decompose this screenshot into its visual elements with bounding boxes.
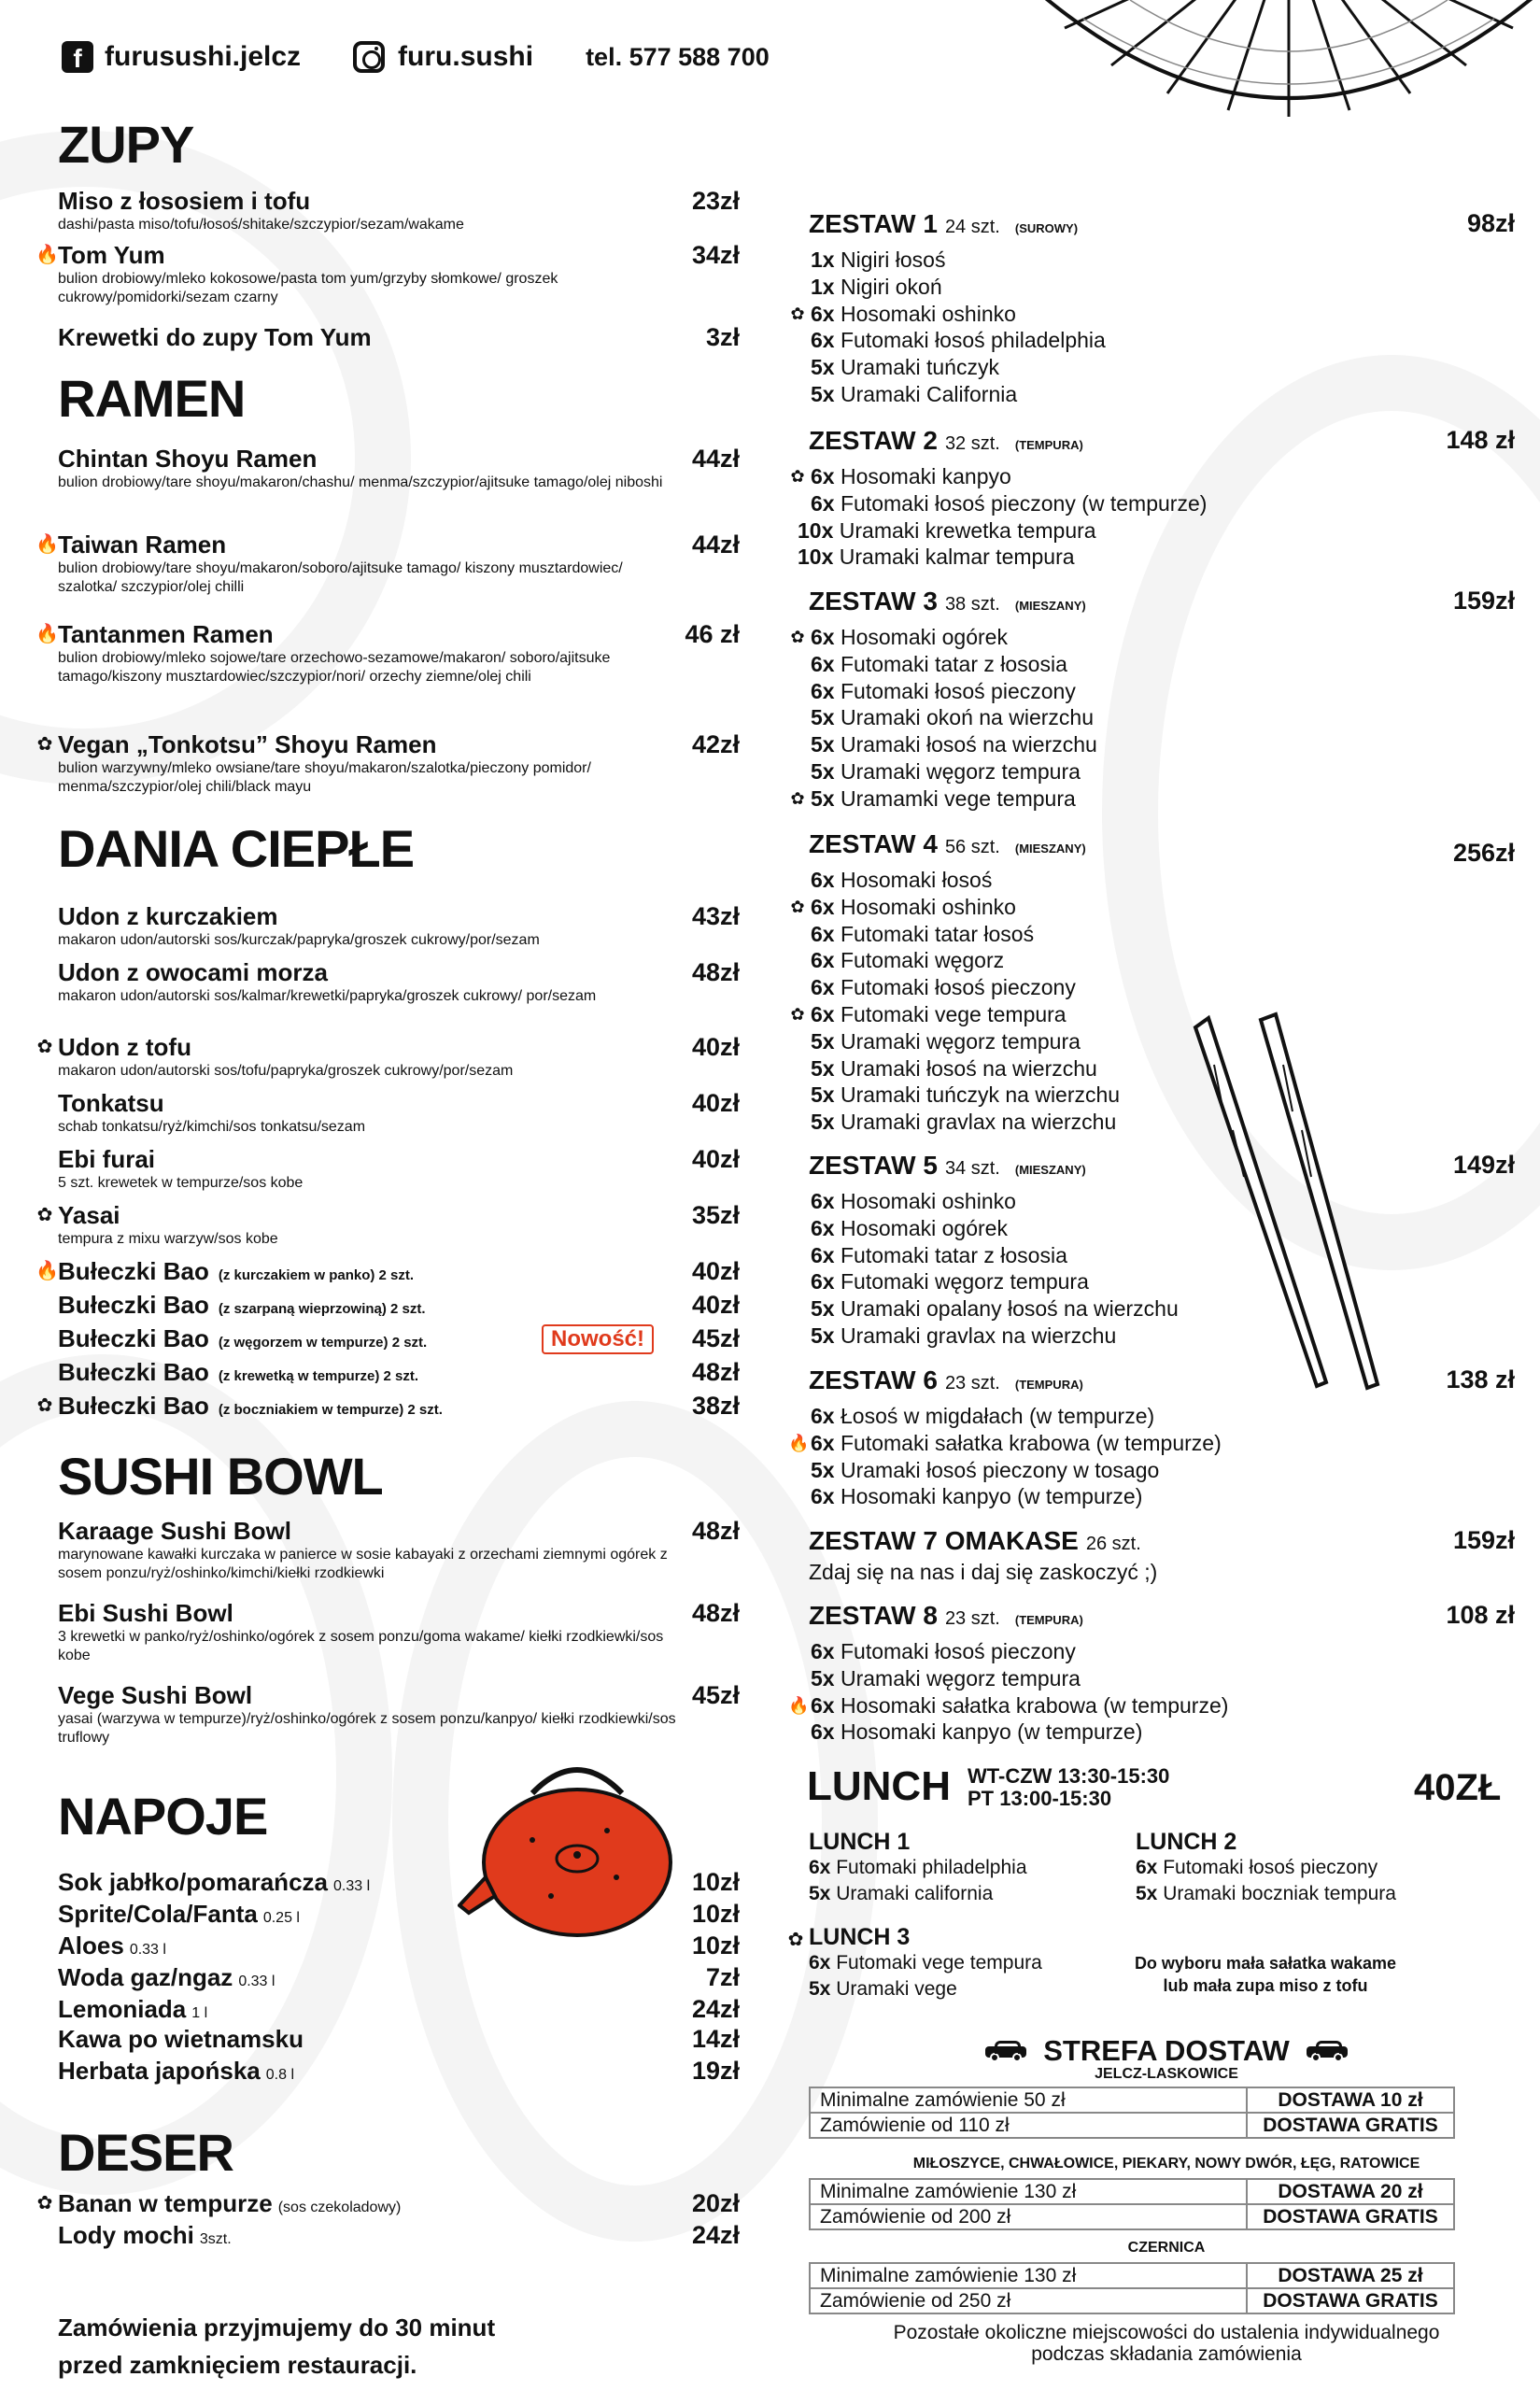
table-cell: DOSTAWA GRATIS [1247, 2204, 1454, 2229]
list-item: 10x Uramaki krewetka tempura [798, 517, 1096, 543]
item-note: (sos czekoladowy) [277, 2200, 402, 2215]
set-items [788, 1403, 1515, 1510]
facebook-link[interactable] [62, 41, 301, 73]
list-item: 6x Futomaki tatar łosoś [811, 921, 1035, 946]
set-count: 56 szt. [944, 837, 1000, 857]
list-item: 6x Futomaki tatar z łososia [811, 1242, 1067, 1267]
set-title: ZESTAW 4 [809, 829, 938, 858]
item-desc: dashi/pasta miso/tofu/łosoś/shitake/szczypior/sezam/wakame [58, 217, 464, 233]
list-item: ✿ 6x Futomaki vege tempura [809, 1001, 1515, 1028]
leaf-icon: ✿ [790, 788, 805, 808]
order-note-line: przed zamknięciem restauracji. [58, 2351, 417, 2379]
set-count: 26 szt. [1085, 1534, 1141, 1554]
item-name: Chintan Shoyu Ramen [58, 445, 318, 473]
list-item: ✿ 6x Hosomaki oshinko [809, 894, 1515, 921]
item-name: Udon z owocami morza [58, 958, 328, 986]
item-name: Bułeczki Bao [58, 1257, 209, 1285]
item-desc: bulion drobiowy/tare shoyu/makaron/soboro/ajitsuke tamago/ kiszony musztardowiec/ szalotka/ szczypior/olej chilli [58, 560, 623, 595]
list-item: ✿ 6x Hosomaki oshinko [809, 301, 1515, 328]
instagram-icon [353, 41, 385, 73]
lunch-option-title: LUNCH 2 [1136, 1829, 1237, 1855]
list-item: 5x Uramaki gravlax na wierzchu [811, 1323, 1117, 1348]
table-cell: Zamówienie od 110 zł [810, 2113, 1247, 2138]
menu-item [58, 2057, 740, 2086]
set-type: (TEMPURA) [1014, 1378, 1083, 1392]
item-volume: 0.33 l [129, 1942, 166, 1958]
table-row [810, 2204, 1454, 2229]
list-item: 5x Uramaki gravlax na wierzchu [811, 1110, 1117, 1135]
list-item: 5x Uramaki łosoś na wierzchu [811, 1055, 1097, 1081]
set-description: Zdaj się na nas i daj się zaskoczyć ;) [809, 1560, 1158, 1584]
item-name: Yasai [58, 1201, 120, 1229]
list-item: 1x Nigiri łosoś [811, 248, 946, 272]
lunch-note-line: lub mała zupa miso z tofu [1163, 1976, 1368, 1995]
set-title: ZESTAW 6 [809, 1365, 938, 1394]
parasol-illustration [1027, 0, 1540, 149]
leaf-icon: ✿ [790, 1004, 805, 1024]
list-item: 5x Uramaki california [809, 1883, 994, 1904]
lunch-1 [809, 1829, 1027, 1907]
menu-item [36, 2189, 740, 2218]
item-price: 10zł [691, 1868, 740, 1896]
menu-item [58, 1291, 740, 1320]
menu-item [58, 1599, 740, 1665]
leaf-icon: ✿ [36, 2193, 53, 2214]
delivery-footnote [809, 2322, 1524, 2365]
delivery-title-text: STREFA DOSTAW [1043, 2034, 1290, 2067]
item-price: 35zł [691, 1201, 740, 1229]
item-name: Tonkatsu [58, 1089, 164, 1117]
item-price: 40zł [691, 1291, 740, 1319]
table-row [810, 2288, 1454, 2313]
item-name: Kawa po wietnamsku [58, 2025, 304, 2053]
item-price: 38zł [691, 1392, 740, 1420]
leaf-icon: ✿ [790, 467, 805, 486]
phone-number[interactable] [586, 43, 770, 72]
list-item: 6x Futomaki łosoś pieczony [811, 975, 1076, 1000]
set-zestaw-1 [790, 209, 1515, 408]
item-variant: (z węgorzem w tempurze) 2 szt. [218, 1335, 428, 1351]
menu-item [35, 1257, 740, 1286]
set-price: 138 zł [1446, 1365, 1515, 1394]
chili-icon: 🔥 [35, 1261, 59, 1281]
item-name: Bułeczki Bao [58, 1358, 209, 1386]
item-price: 40zł [691, 1033, 740, 1061]
set-zestaw-2 [790, 426, 1515, 571]
item-name: Bułeczki Bao [58, 1324, 209, 1352]
list-item: ✿ 5x Uramamki vege tempura [809, 785, 1515, 813]
lunch-hours-line: WT-CZW 13:30-15:30 [968, 1764, 1170, 1788]
menu-item [36, 1033, 740, 1081]
table-cell: DOSTAWA 20 zł [1247, 2179, 1454, 2204]
delivery-table [809, 2087, 1455, 2139]
item-name: Banan w tempurze [58, 2189, 273, 2217]
item-name: Vegan „Tonkotsu” Shoyu Ramen [58, 730, 437, 758]
item-desc: bulion warzywny/mleko owsiane/tare shoyu/makaron/szalotka/pieczony pomidor/ menma/szczypior/olej chili/black mayu [58, 760, 591, 795]
set-type: (SUROWY) [1014, 221, 1079, 235]
item-name: Ebi Sushi Bowl [58, 1599, 233, 1627]
item-desc: makaron udon/autorski sos/kurczak/papryka/groszek cukrowy/por/sezam [58, 932, 540, 948]
menu-item [58, 902, 740, 950]
item-price: 44zł [691, 445, 740, 473]
item-name: Herbata japońska [58, 2057, 261, 2085]
leaf-icon: ✿ [36, 1395, 53, 1416]
menu-item [58, 445, 740, 492]
set-title: ZESTAW 1 [809, 209, 938, 238]
item-variant: (z kurczakiem w panko) 2 szt. [218, 1267, 415, 1283]
item-desc: marynowane kawałki kurczaka w panierce w sosie kabayaki z orzechami ziemnymi ogórek z sosem ponzu/ryż/oshinko/kimchi/kiełki rzodkiewki [58, 1547, 668, 1581]
set-count: 38 szt. [944, 594, 1000, 615]
set-count: 32 szt. [944, 433, 1000, 454]
table-cell: Minimalne zamówienie 130 zł [810, 2179, 1247, 2204]
list-item: 🔥 6x Hosomaki sałatka krabowa (w tempurze) [788, 1692, 1229, 1718]
menu-item [58, 958, 740, 1006]
menu-item [58, 1995, 740, 2024]
menu-item [58, 2025, 740, 2054]
menu-item [35, 241, 740, 307]
set-items [790, 624, 1515, 813]
set-zestaw-3 [790, 587, 1515, 813]
set-zestaw-8 [788, 1601, 1515, 1746]
chili-icon: 🔥 [35, 245, 59, 265]
leaf-icon: ✿ [36, 1037, 53, 1057]
list-item: 5x Uramaki węgorz tempura [811, 1028, 1081, 1054]
delivery-title [809, 2034, 1524, 2068]
menu-item [35, 620, 740, 686]
list-item: 6x Futomaki łosoś philadelphia [811, 328, 1106, 353]
car-icon [985, 2040, 1026, 2062]
menu-item [58, 1145, 740, 1193]
list-item: 6x Hosomaki kanpyo (w tempurze) [811, 1484, 1143, 1509]
set-zestaw-4 [790, 829, 1515, 1136]
set-zestaw-6 [788, 1365, 1515, 1510]
item-desc: schab tonkatsu/ryż/kimchi/sos tonkatsu/sezam [58, 1119, 366, 1135]
set-type: (MIESZANY) [1014, 1163, 1086, 1177]
delivery-zone-name: CZERNICA [1127, 2240, 1206, 2256]
menu-item [58, 323, 740, 352]
set-type: (MIESZANY) [1014, 842, 1086, 856]
instagram-handle: furu.sushi [398, 41, 534, 72]
order-note [58, 2309, 495, 2384]
table-row [810, 2263, 1454, 2288]
section-title-dania: DANIA CIEPŁE [58, 819, 415, 878]
list-item: 🔥 6x Futomaki sałatka krabowa (w tempurze) [788, 1430, 1222, 1455]
item-desc: bulion drobiowy/tare shoyu/makaron/chashu/ menma/szczypior/ajitsuke tamago/olej niboshi [58, 474, 663, 490]
item-name: Ebi furai [58, 1145, 156, 1173]
menu-item [36, 1392, 740, 1421]
item-price: 45zł [691, 1324, 740, 1352]
menu-item [58, 2221, 740, 2250]
set-count: 23 szt. [944, 1373, 1000, 1394]
lunch-hours-line: PT 13:00-15:30 [968, 1787, 1112, 1810]
set-price: 98zł [1466, 209, 1515, 237]
item-name: Vege Sushi Bowl [58, 1681, 253, 1709]
car-icon [1307, 2040, 1348, 2062]
set-type: (MIESZANY) [1014, 599, 1086, 613]
item-desc: 5 szt. krewetek w tempurze/sos kobe [58, 1175, 304, 1191]
leaf-icon: ✿ [790, 304, 805, 323]
delivery-table [809, 2262, 1455, 2314]
item-desc: bulion drobiowy/mleko sojowe/tare orzechowo-sezamowe/makaron/ soboro/ajitsuke tamago/kiszony musztardowiec/szczypior/nori/ orzechy ziemne/olej chili [58, 650, 611, 685]
menu-item [58, 1517, 740, 1583]
item-price: 7zł [705, 1963, 740, 1991]
list-item: 6x Futomaki węgorz [811, 948, 1005, 973]
item-price: 48zł [691, 1517, 740, 1545]
lunch-price: 40ZŁ [1414, 1767, 1502, 1808]
item-price: 42zł [691, 730, 740, 758]
item-price: 40zł [691, 1089, 740, 1117]
item-name: Tom Yum [58, 241, 165, 269]
list-item: 5x Uramaki tuńczyk na wierzchu [811, 1082, 1121, 1108]
set-count: 34 szt. [944, 1158, 1000, 1179]
list-item: 5x Uramaki opalany łosoś na wierzchu [811, 1296, 1179, 1322]
item-name: Karaage Sushi Bowl [58, 1517, 291, 1545]
delivery-footnote-line: podczas składania zamówienia [1031, 2343, 1302, 2365]
list-item: 6x Futomaki vege tempura [809, 1952, 1042, 1974]
list-item: 5x Uramaki węgorz tempura [811, 1665, 1081, 1691]
table-cell: DOSTAWA 25 zł [1247, 2263, 1454, 2288]
set-title: ZESTAW 7 OMAKASE [809, 1526, 1079, 1555]
list-item: ✿ 6x Hosomaki ogórek [809, 624, 1515, 651]
delivery-table [809, 2178, 1455, 2230]
lunch-note [1111, 1952, 1420, 1997]
item-name: Lody mochi [58, 2221, 194, 2249]
list-item: 6x Hosomaki kanpyo (w tempurze) [811, 1719, 1143, 1745]
lunch-option-title: LUNCH 3 [809, 1924, 911, 1950]
contact-bar [62, 41, 822, 73]
facebook-icon: f [62, 41, 93, 73]
item-name: Udon z kurczakiem [58, 902, 278, 930]
list-item: 5x Uramaki okoń na wierzchu [811, 705, 1094, 730]
chili-icon: 🔥 [35, 624, 59, 644]
list-item: 5x Uramaki łosoś pieczony w tosago [811, 1457, 1160, 1482]
set-price: 159zł [1452, 1526, 1515, 1554]
lunch-2 [1136, 1829, 1396, 1907]
set-items [790, 247, 1515, 408]
list-item: 5x Uramaki vege [809, 1978, 957, 2000]
item-price: 19zł [691, 2057, 740, 2085]
item-price: 20zł [691, 2189, 740, 2217]
item-name: Krewetki do zupy Tom Yum [58, 323, 372, 351]
leaf-icon: ✿ [787, 1930, 804, 1950]
item-desc: bulion drobiowy/mleko kokosowe/pasta tom yum/grzyby słomkowe/ groszek cukrowy/pomidorki/sezam czarny [58, 271, 558, 305]
item-price: 44zł [691, 531, 740, 559]
menu-item [58, 187, 740, 234]
list-item: 1x Nigiri okoń [811, 274, 942, 299]
item-price: 3zł [705, 323, 740, 351]
list-item: 6x Futomaki łosoś pieczony (w tempurze) [811, 490, 1208, 516]
chili-icon: 🔥 [788, 1695, 810, 1715]
list-item: 5x Uramaki łosoś na wierzchu [811, 732, 1097, 757]
leaf-icon: ✿ [36, 734, 53, 755]
set-count: 23 szt. [944, 1608, 1000, 1629]
set-zestaw-5 [809, 1151, 1515, 1350]
set-count: 24 szt. [944, 217, 1000, 237]
set-price: 148 zł [1446, 426, 1515, 454]
table-cell: Minimalne zamówienie 130 zł [810, 2263, 1247, 2288]
delivery-zone-name: JELCZ-LASKOWICE [1095, 2066, 1238, 2082]
item-desc: yasai (warzywa w tempurze)/ryż/oshinko/ogórek z sosem ponzu/kanpyo/ kiełki rzodkiewki/sos truflowy [58, 1711, 676, 1746]
lunch-note-line: Do wyboru mała sałatka wakame [1134, 1954, 1397, 1973]
item-price: 40zł [691, 1145, 740, 1173]
item-price: 46 zł [685, 620, 740, 648]
list-item: 6x Hosomaki łosoś [811, 868, 993, 892]
list-item: 6x Łosoś w migdałach (w tempurze) [811, 1404, 1155, 1428]
section-title-zupy: ZUPY [58, 115, 194, 174]
list-item: 5x Uramaki boczniak tempura [1136, 1883, 1396, 1904]
list-item: 6x Futomaki łosoś pieczony [811, 1639, 1076, 1663]
item-desc: makaron udon/autorski sos/kalmar/krewetki/papryka/groszek cukrowy/ por/sezam [58, 988, 597, 1004]
item-name: Udon z tofu [58, 1033, 191, 1061]
list-item: 6x Futomaki łosoś pieczony [811, 678, 1076, 703]
item-price: 45zł [691, 1681, 740, 1709]
lunch-hours [968, 1765, 1169, 1810]
set-price: 108 zł [1446, 1601, 1515, 1629]
set-price: 256zł [1452, 839, 1515, 867]
menu-item [58, 1324, 740, 1353]
chili-icon: 🔥 [788, 1433, 810, 1452]
list-item: 6x Futomaki philadelphia [809, 1857, 1027, 1878]
set-price: 159zł [1452, 587, 1515, 615]
item-variant: (z krewetką w tempurze) 2 szt. [218, 1368, 419, 1384]
item-price: 40zł [691, 1257, 740, 1285]
lunch-3 [787, 1924, 1042, 2002]
item-variant: (z boczniakiem w tempurze) 2 szt. [218, 1402, 443, 1418]
item-price: 48zł [691, 1358, 740, 1386]
item-volume: 1 l [191, 2005, 208, 2021]
delivery-footnote-line: Pozostałe okoliczne miejscowości do ustalenia indywidualnego [893, 2322, 1440, 2343]
item-price: 48zł [691, 1599, 740, 1627]
menu-item [35, 531, 740, 597]
item-name: Lemoniada [58, 1995, 187, 2023]
item-desc: tempura z mixu warzyw/sos kobe [58, 1231, 278, 1247]
item-volume: 0.33 l [332, 1878, 371, 1894]
table-row [810, 2113, 1454, 2138]
item-price: 10zł [691, 1900, 740, 1928]
item-name: Tantanmen Ramen [58, 620, 274, 648]
list-item: 6x Hosomaki ogórek [811, 1215, 1008, 1240]
list-item: ✿ 6x Hosomaki kanpyo [809, 463, 1515, 490]
list-item: 6x Futomaki węgorz tempura [811, 1269, 1089, 1295]
item-name: Bułeczki Bao [58, 1291, 209, 1319]
item-desc: makaron udon/autorski sos/tofu/papryka/groszek cukrowy/por/sezam [58, 1063, 514, 1079]
set-title: ZESTAW 2 [809, 426, 938, 455]
list-item: 6x Futomaki łosoś pieczony [1136, 1857, 1378, 1878]
section-title-deser: DESER [58, 2123, 233, 2182]
item-name: Bułeczki Bao [58, 1392, 209, 1420]
table-cell: DOSTAWA GRATIS [1247, 2288, 1454, 2313]
table-cell: Zamówienie od 250 zł [810, 2288, 1247, 2313]
set-items [790, 867, 1515, 1136]
table-cell: Minimalne zamówienie 50 zł [810, 2087, 1247, 2113]
chili-icon: 🔥 [35, 534, 59, 555]
item-price: 24zł [691, 1995, 740, 2023]
instagram-link[interactable] [353, 41, 533, 73]
menu-item [58, 1868, 740, 1897]
item-volume: 0.33 l [238, 1974, 276, 1989]
menu-item [58, 1681, 740, 1747]
item-name: Taiwan Ramen [58, 531, 227, 559]
item-price: 34zł [691, 241, 740, 269]
list-item: 6x Hosomaki oshinko [811, 1189, 1016, 1213]
item-name: Miso z łososiem i tofu [58, 187, 311, 215]
item-note: 3szt. [199, 2231, 232, 2247]
table-cell: DOSTAWA 10 zł [1247, 2087, 1454, 2113]
facebook-handle: furusushi.jelcz [105, 41, 302, 72]
leaf-icon: ✿ [790, 897, 805, 916]
list-item: 5x Uramaki tuńczyk [811, 355, 999, 380]
item-price: 14zł [691, 2025, 740, 2053]
item-desc: 3 krewetki w panko/ryż/oshinko/ogórek z sosem ponzu/goma wakame/ kiełki rzodkiewki/sos kobe [58, 1629, 664, 1663]
order-note-line: Zamówienia przyjmujemy do 30 minut [58, 2313, 496, 2341]
item-name: Woda gaz/ngaz [58, 1963, 233, 1991]
table-row [810, 2179, 1454, 2204]
list-item: 5x Uramaki węgorz tempura [811, 758, 1081, 784]
section-title-napoje: NAPOJE [58, 1787, 268, 1846]
menu-item [58, 1900, 740, 1929]
list-item: 6x Futomaki tatar z łososia [811, 651, 1067, 676]
menu-item [36, 1201, 740, 1249]
menu-item [58, 1931, 740, 1960]
set-zestaw-7 [809, 1526, 1515, 1585]
section-title-ramen: RAMEN [58, 369, 246, 428]
item-price: 10zł [691, 1931, 740, 1959]
item-price: 24zł [691, 2221, 740, 2249]
set-items [790, 463, 1515, 571]
item-variant: (z szarpaną wieprzowiną) 2 szt. [218, 1301, 426, 1317]
menu-item [58, 1089, 740, 1137]
set-price: 149zł [1452, 1151, 1515, 1179]
menu-item [58, 1963, 740, 1992]
table-cell: Zamówienie od 200 zł [810, 2204, 1247, 2229]
table-cell: DOSTAWA GRATIS [1247, 2113, 1454, 2138]
item-name: Aloes [58, 1931, 124, 1959]
item-price: 48zł [691, 958, 740, 986]
set-title: ZESTAW 3 [809, 587, 938, 615]
item-volume: 0.25 l [262, 1910, 300, 1926]
item-price: 43zł [691, 902, 740, 930]
new-badge: Nowość! [542, 1324, 654, 1354]
list-item: 10x Uramaki kalmar tempura [798, 545, 1075, 570]
lunch-title: LUNCH [807, 1763, 951, 1809]
leaf-icon: ✿ [36, 1205, 53, 1225]
section-title-bowl: SUSHI BOWL [58, 1447, 383, 1506]
set-type: (TEMPURA) [1014, 1613, 1083, 1627]
set-type: (TEMPURA) [1014, 438, 1083, 452]
set-title: ZESTAW 8 [809, 1601, 938, 1630]
menu-item [58, 1358, 740, 1387]
leaf-icon: ✿ [790, 628, 805, 646]
delivery-zone-name: MIŁOSZYCE, CHWAŁOWICE, PIEKARY, NOWY DWÓR, ŁĘG, RATOWICE [912, 2156, 1420, 2172]
set-items [788, 1638, 1515, 1746]
item-name: Sok jabłko/pomarańcza [58, 1868, 328, 1896]
set-items [809, 1188, 1515, 1350]
item-name: Sprite/Cola/Fanta [58, 1900, 258, 1928]
list-item: 5x Uramaki California [811, 381, 1018, 406]
lunch-option-title: LUNCH 1 [809, 1829, 911, 1855]
table-row [810, 2087, 1454, 2113]
phone-text: tel. 577 588 700 [586, 42, 770, 71]
item-volume: 0.8 l [265, 2067, 294, 2083]
menu-item [36, 730, 740, 797]
item-price: 23zł [691, 187, 740, 215]
set-title: ZESTAW 5 [809, 1151, 938, 1180]
